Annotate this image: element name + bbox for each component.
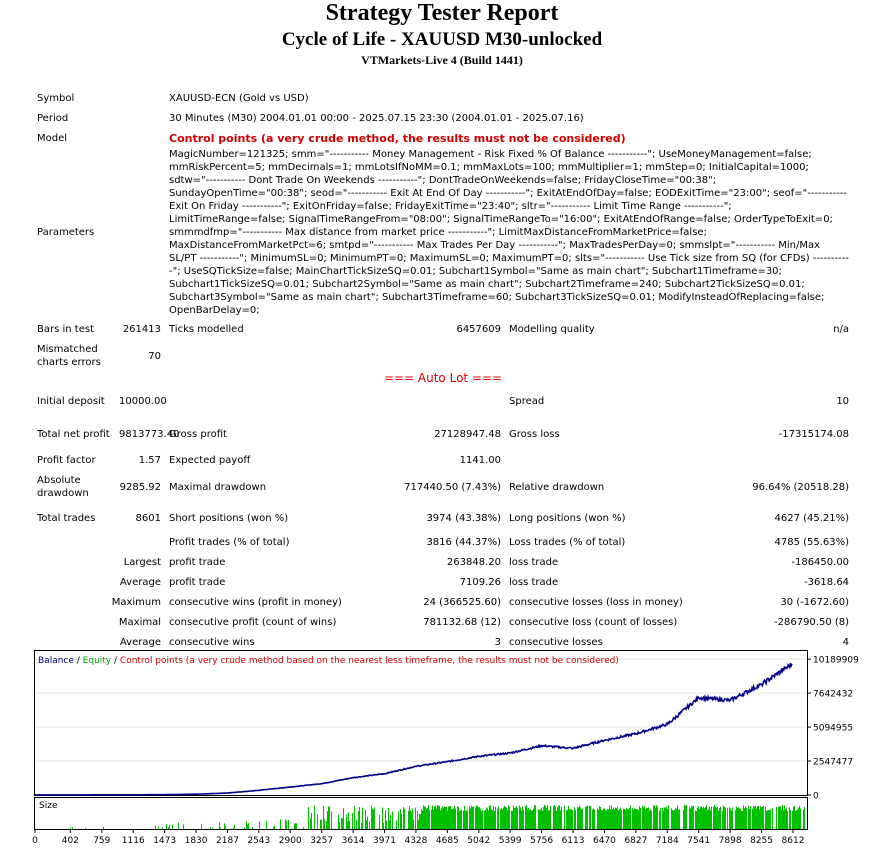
maximal-drawdown-label: Maximal drawdown [169, 481, 267, 493]
x-tick-label: 6470 [592, 836, 616, 846]
short-positions-label: Short positions (won %) [169, 512, 289, 524]
x-tick-label: 7541 [687, 836, 711, 846]
largest-profit-label: profit trade [169, 556, 226, 568]
deposit-value: 10000.00 [119, 395, 167, 407]
row-average [33, 572, 853, 592]
max-consec-losses-value: 30 (-1672.60) [780, 596, 850, 608]
row-model [33, 128, 853, 148]
row-maximal [33, 612, 853, 632]
profit-trades-value: 3816 (44.37%) [426, 536, 501, 548]
x-tick-label: 8255 [750, 836, 774, 846]
profit-trades-label: Profit trades (% of total) [169, 536, 290, 548]
size-label: Size [39, 801, 58, 811]
profit-factor-value: 1.57 [138, 455, 161, 466]
parameters-label: Parameters [37, 227, 95, 238]
average-consec-label: Average [119, 636, 161, 648]
max-consec-losses-label: consecutive losses (loss in money) [509, 596, 683, 608]
gross-loss-label: Gross loss [509, 428, 560, 440]
x-tick-label: 4328 [404, 836, 428, 846]
total-trades-label: Total trades [37, 512, 96, 524]
row-autolot [33, 371, 853, 385]
x-tick-label: 8612 [781, 836, 805, 846]
auto-lot-banner: === Auto Lot === [383, 371, 503, 385]
x-tick-label: 7184 [655, 836, 679, 846]
maximal-consec-profit-label: consecutive profit (count of wins) [169, 616, 337, 628]
average-loss-label: loss trade [509, 576, 559, 588]
quality-label: Modelling quality [509, 323, 595, 335]
avg-consec-losses-value: 4 [842, 636, 850, 648]
largest-label: Largest [123, 556, 161, 568]
average-loss-value: -3618.64 [804, 576, 850, 588]
relative-drawdown-value: 96.64% (20518.28) [752, 481, 850, 493]
row-trades [33, 504, 853, 532]
period-label: Period [37, 112, 69, 124]
row-pf [33, 451, 853, 470]
x-tick-label: 2900 [278, 836, 302, 846]
y-tick-label: 10189909 [813, 655, 859, 666]
maximal-drawdown-value: 717440.50 (7.43%) [404, 481, 501, 493]
x-tick-label: 7898 [718, 836, 742, 846]
y-tick-label: 5094955 [813, 723, 854, 734]
profit-factor-label: Profit factor [37, 455, 96, 466]
x-tick-label: 6113 [561, 836, 585, 846]
largest-profit-value: 263848.20 [446, 556, 501, 568]
x-tick-label: 2543 [247, 836, 271, 846]
x-tick-label: 2187 [216, 836, 239, 846]
net-profit-value: 9813773.40 [119, 428, 180, 440]
long-positions-value: 4627 (45.21%) [774, 512, 850, 524]
row-drawdown [33, 470, 853, 504]
y-tick-label: 2547477 [813, 757, 854, 768]
deposit-label: Initial deposit [37, 395, 105, 407]
symbol-value: XAUUSD-ECN (Gold vs USD) [169, 92, 309, 104]
short-positions-value: 3974 (43.38%) [426, 512, 501, 524]
y-tick-label: 0 [813, 791, 819, 802]
avg-consec-losses-label: consecutive losses [509, 636, 603, 648]
largest-loss-value: -186450.00 [791, 556, 850, 568]
model-value: Control points (a very crude method, the results must not be considered) [169, 131, 626, 145]
average-label: Average [119, 576, 161, 588]
row-mismatch [33, 341, 853, 371]
parameters-value: MagicNumber=121325; smm="----------- Money Management - Risk Fixed % Of Balance -----------"; UseMoneyManagement=false; mmRiskPercent=5; mmDecimals=1; mmLotsIfNoMM=0.1; mmMaxLots=100; mmMultiplier=1; mmStep=0; InitialCapital=1000; sdtw="----------- Dont Trade On Weekends -----------"; DontTradeOnWeekends=false; FridayCloseTime="00:38"; SundayOpenTime="00:38"; seod="----------- Exit At End Of Day -----------"; ExitAtEndOfDay=false; EODExitTime="23:00"; seof="----------- Exit On Friday -----------"; ExitOnFriday=false; FridayExitTime="23:40"; sltr="----------- Limit Time Range -----------"; LimitTimeRange=false; SignalTimeRangeFrom="08:00"; SignalTimeRangeTo="16:00"; ExitAtEndOfRange=false; OrderTypeToExit=0; smmmdfmp="----------- Max distance from market price -----------"; LimitMaxDistanceFromMarketPrice=false; MaxDistanceFromMarketPct=6; smtpd="----------- Max Trades Per Day -----------"; MaxTradesPerDay=0; smmslpt="----------- Min/Max SL/PT -----------"; MinimumSL=0; MinimumPT=0; MaximumSL=0; MaximumPT=0; slts="----------- Use Tick size from SQ (for CFDs) -----------"; UseSQTickSize=false; MainChartTickSizeSQ=0.01; Subchart1Symbol="Same as main chart"; Subchart1Timeframe=30; Subchart1TickSizeSQ=0.01; Subchart2Symbol="Same as main chart"; Subchart2Timeframe=240; Subchart2TickSizeSQ=0.01; Subchart3Symbol="Same as main chart"; Subchart3Timeframe=60; Subchart3TickSizeSQ=0.01; ModifyInsteadOfReplacing=false; OpenBarDelay=0; [169, 149, 849, 316]
y-tick-label: 7642432 [813, 689, 854, 700]
gross-profit-label: Gross profit [169, 428, 227, 440]
max-consec-wins-label: consecutive wins (profit in money) [169, 596, 342, 608]
x-tick-label: 1830 [184, 836, 208, 846]
avg-consec-wins-value: 3 [494, 636, 501, 648]
absolute-drawdown-value: 9285.92 [119, 481, 161, 493]
spread-value: 10 [836, 395, 850, 407]
size-subchart [34, 797, 851, 830]
legend-equity: Equity [82, 656, 112, 666]
row-parameters [33, 148, 853, 317]
max-consec-wins-value: 24 (366525.60) [423, 596, 501, 608]
gross-profit-value: 27128947.48 [434, 428, 501, 440]
maximum-label: Maximum [111, 596, 161, 608]
loss-trades-label: Loss trades (% of total) [509, 536, 626, 548]
x-tick-label: 1473 [153, 836, 177, 846]
long-positions-label: Long positions (won %) [509, 512, 626, 524]
chart-legend: Balance / Equity / Control points (a very crude method based on the nearest less timeframe, the results must not be considered) [38, 656, 619, 666]
absolute-drawdown-label: Absolute drawdown [37, 475, 89, 499]
row-net [33, 417, 853, 451]
x-tick-label: 3971 [373, 836, 396, 846]
period-value: 30 Minutes (M30) 2004.01.01 00:00 - 2025.07.15 23:30 (2004.01.01 - 2025.07.16) [169, 112, 584, 124]
mismatch-value: 70 [148, 350, 161, 362]
bars-label: Bars in test [37, 323, 94, 335]
balance-chart [34, 650, 859, 802]
expected-payoff-value: 1141.00 [459, 455, 501, 466]
x-tick-label: 6827 [624, 836, 648, 846]
report-server: VTMarkets-Live 4 (Build 1441) [361, 53, 523, 67]
row-bars [33, 317, 853, 341]
maximal-consec-loss-value: -286790.50 (8) [774, 616, 850, 628]
quality-value: n/a [833, 323, 850, 335]
legend-control-points: Control points (a very crude method based on the nearest less timeframe, the results must not be considered) [119, 656, 619, 666]
report-table [33, 88, 853, 652]
expected-payoff-label: Expected payoff [169, 455, 251, 466]
x-tick-label: 402 [61, 836, 79, 846]
report-subtitle: Cycle of Life - XAUUSD M30-unlocked [281, 29, 603, 50]
row-profit-trades [33, 532, 853, 552]
x-tick-label: 4685 [435, 836, 459, 846]
ticks-value: 6457609 [456, 323, 501, 335]
row-largest [33, 552, 853, 572]
maximal-label: Maximal [118, 616, 161, 628]
symbol-label: Symbol [37, 92, 75, 104]
model-label: Model [37, 132, 68, 144]
x-tick-label: 3257 [310, 836, 334, 846]
x-tick-label: 759 [93, 836, 111, 846]
legend-balance: Balance [38, 656, 74, 666]
plot-frame [35, 651, 808, 796]
spread-label: Spread [509, 395, 545, 407]
largest-loss-label: loss trade [509, 556, 559, 568]
ticks-label: Ticks modelled [169, 323, 244, 335]
bars-value: 261413 [122, 323, 161, 335]
mismatch-label: Mismatched charts errors [37, 344, 101, 368]
row-average-consec [33, 632, 853, 652]
net-profit-label: Total net profit [37, 428, 110, 440]
x-tick-label: 5399 [498, 836, 522, 846]
average-profit-value: 7109.26 [459, 576, 501, 588]
average-profit-label: profit trade [169, 576, 226, 588]
maximal-consec-loss-label: consecutive loss (count of losses) [509, 616, 678, 628]
relative-drawdown-label: Relative drawdown [509, 481, 605, 493]
x-tick-label: 0 [32, 836, 38, 846]
row-period [33, 108, 853, 128]
total-trades-value: 8601 [135, 512, 161, 524]
x-tick-label: 5042 [467, 836, 491, 846]
x-axis [0, 830, 884, 846]
row-symbol [33, 88, 853, 108]
maximal-consec-profit-value: 781132.68 (12) [423, 616, 501, 628]
x-tick-label: 5756 [530, 836, 554, 846]
x-tick-label: 3614 [341, 836, 365, 846]
row-maximum [33, 592, 853, 612]
report-title: Strategy Tester Report [325, 0, 559, 26]
gross-loss-value: -17315174.08 [778, 428, 850, 440]
x-tick-label: 1116 [121, 836, 145, 846]
row-deposit [33, 385, 853, 417]
avg-consec-wins-label: consecutive wins [169, 636, 255, 648]
loss-trades-value: 4785 (55.63%) [774, 536, 850, 548]
